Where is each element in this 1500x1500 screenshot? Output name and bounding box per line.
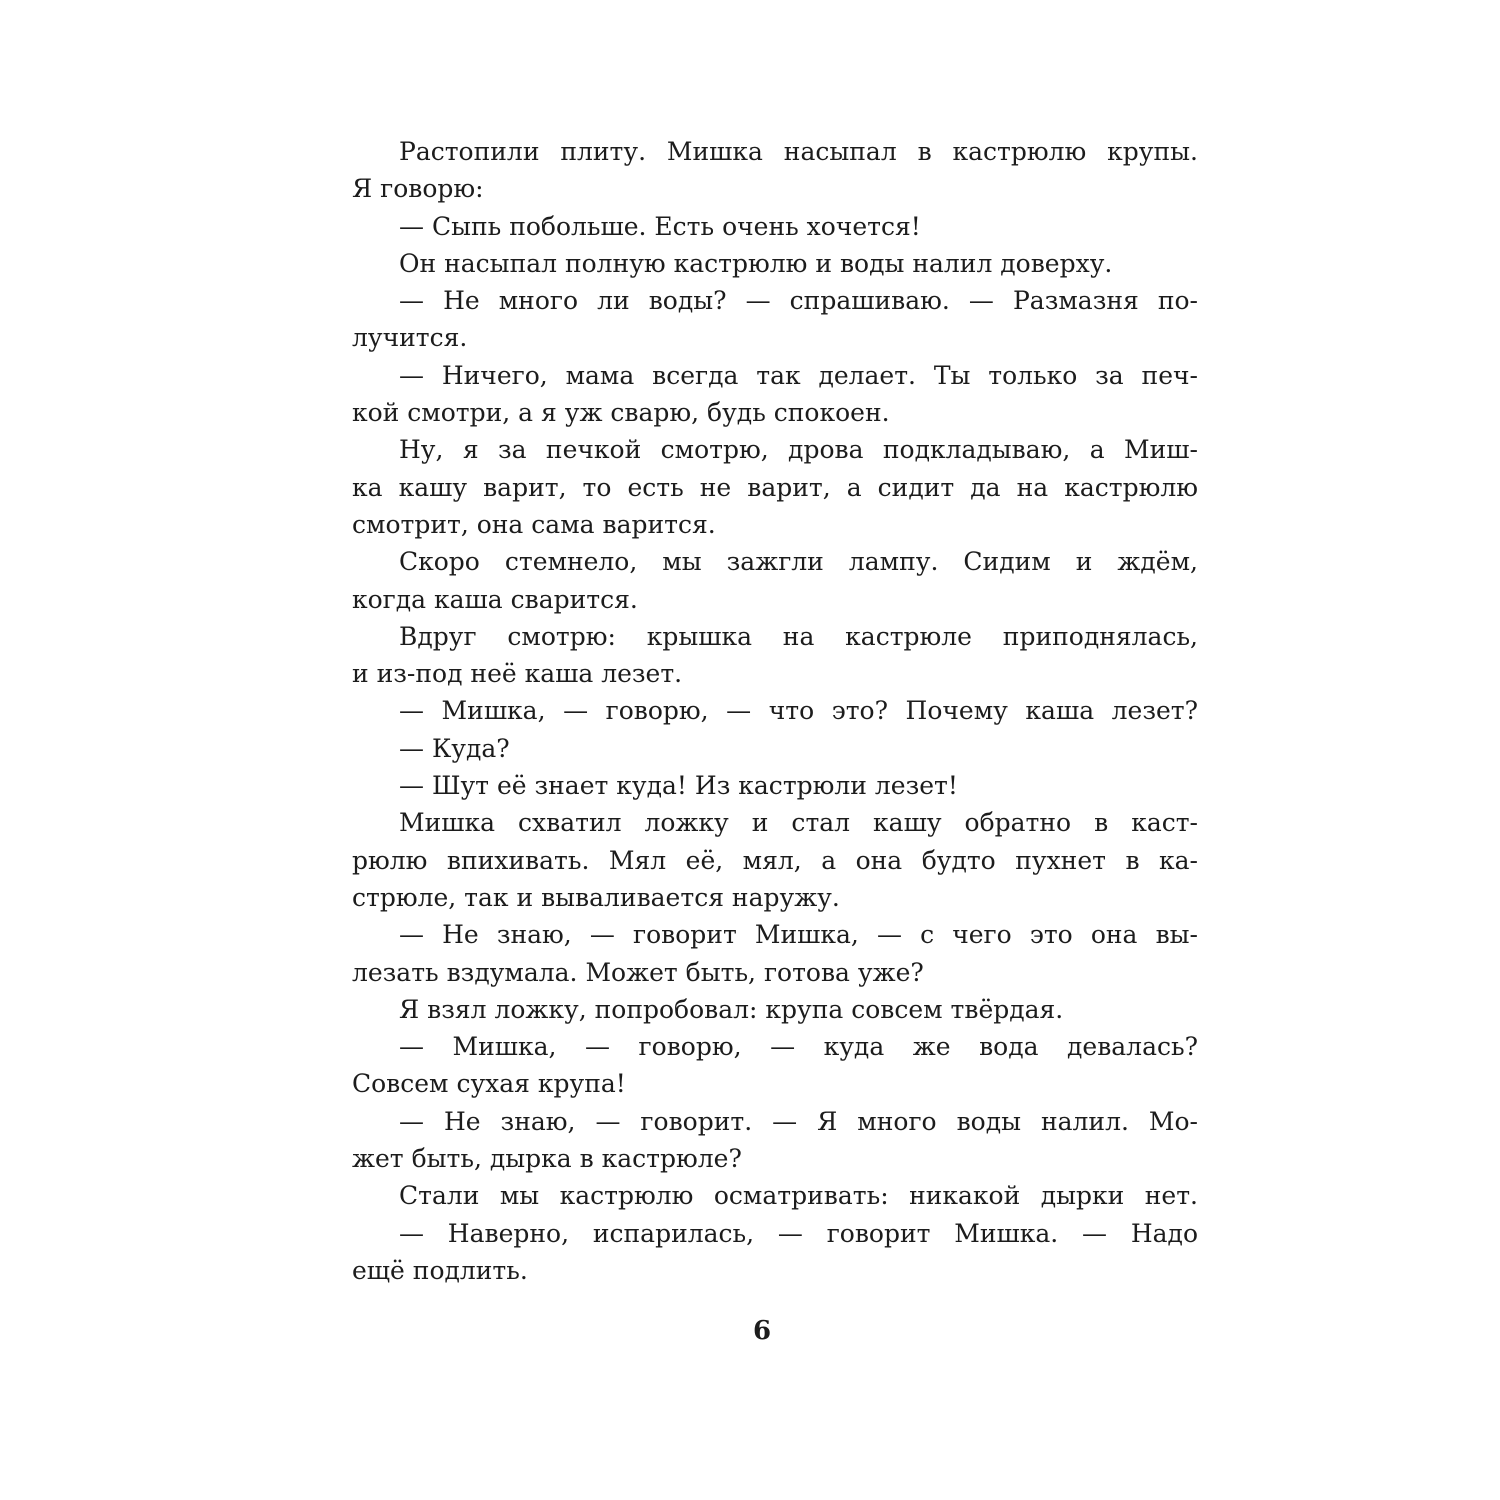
text-line: Растопили плиту. Мишка насыпал в кастрюлю крупы. [399,137,1198,166]
text-line: — Шут её знает куда! Из кастрюли лезет! [399,771,958,801]
text-line: рюлю впихивать. Мял её, мял, а она будто пухнет в ка- [352,845,1198,875]
text-line: жет быть, дырка в кастрюле? [352,1144,742,1174]
text-line: Мишка схватил ложку и стал кашу обратно в каст- [399,808,1198,838]
text-line: ещё подлить. [352,1255,528,1285]
text-line: кой смотри, а я уж сварю, будь спокоен. [352,398,890,428]
text-line: — Мишка, — говорю, — куда же вода девалась? [399,1032,1198,1062]
text-line: — Не знаю, — говорит. — Я много воды налил. Мо- [399,1106,1198,1136]
page-body-text [352,133,1198,1289]
text-line: — Сыпь побольше. Есть очень хочется! [399,211,921,241]
text-line: Я говорю: [352,174,484,204]
text-line: смотрит, она сама варится. [352,509,716,539]
text-line: лезать вздумала. Может быть, готова уже? [352,957,924,987]
text-line: когда каша сварится. [352,584,638,614]
text-line: стрюле, так и вываливается наружу. [352,882,840,912]
text-line: — Ничего, мама всегда так делает. Ты только за печ- [399,360,1198,390]
text-line: Скоро стемнело, мы зажгли лампу. Сидим и ждём, [399,547,1198,577]
text-line: и из-под неё каша лезет. [352,659,683,689]
text-line: — Не знаю, — говорит Мишка, — с чего это она вы- [399,920,1198,950]
text-line: Он насыпал полную кастрюлю и воды налил доверху. [399,248,1113,278]
text-line: Стали мы кастрюлю осматривать: никакой дырки нет. [399,1181,1198,1211]
text-line: — Куда? [399,733,510,763]
text-line: Совсем сухая крупа! [352,1069,626,1099]
text-line: — Наверно, испарилась, — говорит Мишка. — Надо [399,1218,1198,1248]
text-line: ка кашу варит, то есть не варит, а сидит да на кастрюлю [352,472,1198,502]
text-line: Ну, я за печкой смотрю, дрова подкладываю, а Миш- [399,435,1198,465]
text-line: — Не много ли воды? — спрашиваю. — Размазня по- [399,286,1198,316]
text-line: Я взял ложку, попробовал: крупа совсем твёрдая. [399,994,1064,1024]
text-line: лучится. [352,323,468,353]
text-line: — Мишка, — говорю, — что это? Почему каша лезет? [399,696,1198,726]
page-number: 6 [752,1316,772,1346]
text-line: Вдруг смотрю: крышка на кастрюле приподнялась, [399,621,1198,651]
